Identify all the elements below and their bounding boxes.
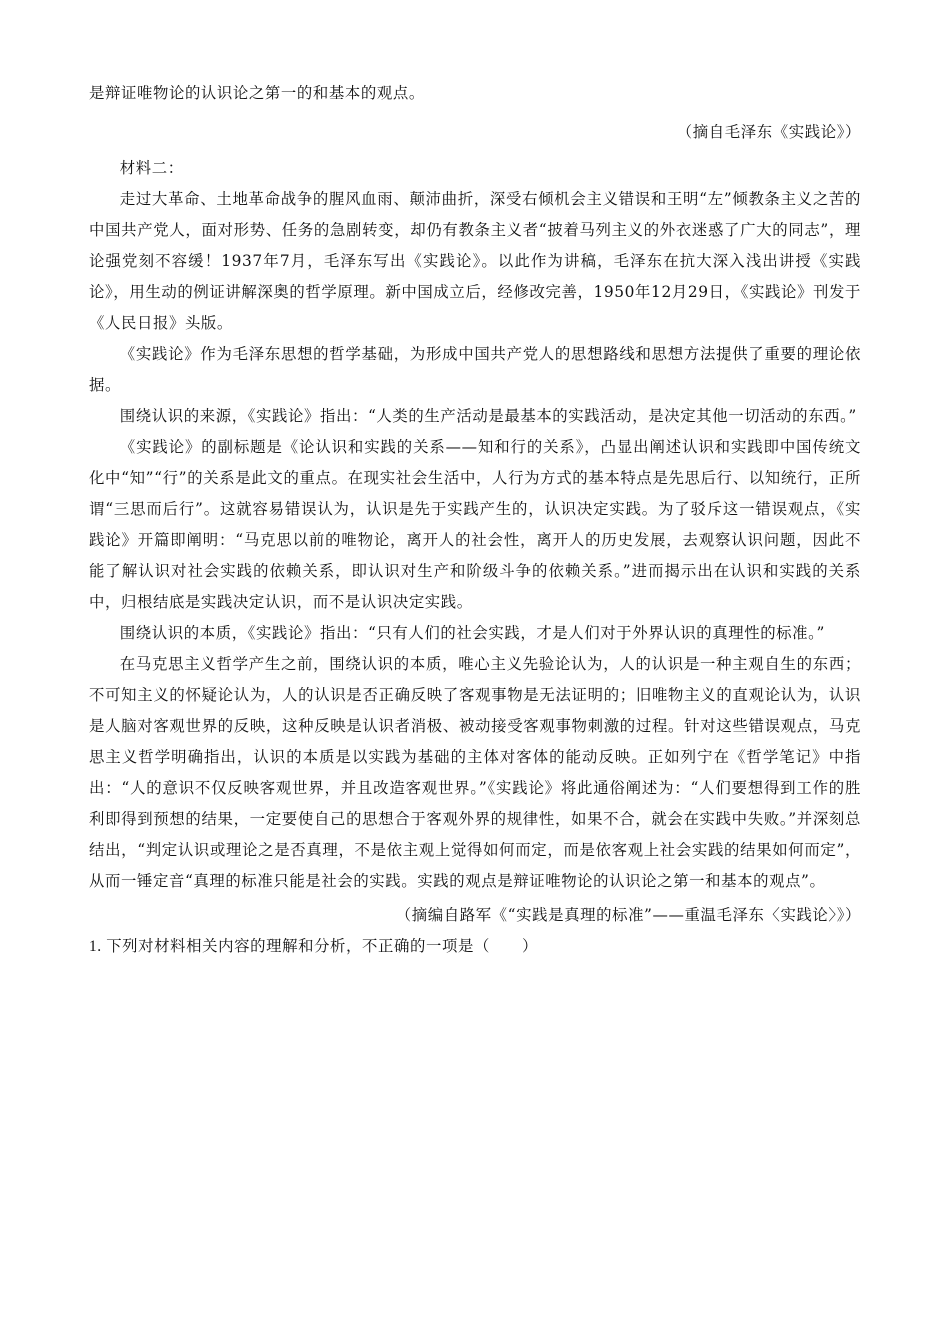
question-stem: 1. 下列对材料相关内容的理解和分析，不正确的一项是（ ） bbox=[89, 938, 538, 955]
material-two-heading: 材料二： bbox=[119, 159, 184, 177]
paragraph: 围绕认识的来源，《实践论》指出：“人类的生产活动是最基本的实践活动，是决定其他一切活动的东西。” bbox=[119, 407, 857, 425]
paragraph: 《实践论》作为毛泽东思想的哲学基础，为形成中国共产党人的思想路线和思想方法提供了重要的理论依据。 bbox=[89, 345, 861, 394]
paragraph: 在马克思主义哲学产生之前，围绕认识的本质，唯心主义先验论认为，人的认识是一种主观自生的东西；不可知主义的怀疑论认为，人的认识是否正确反映了客观事物是无法证明的；旧唯物主义的直观论认为，认识是人脑对客观世界的反映，这种反映是认识者消极、被动接受客观事物刺激的过程。针对这些错误观点，马克思主义哲学明确指出，认识的本质是以实践为基础的主体对客体的能动反映。正如列宁在《哲学笔记》中指出：“人的意识不仅反映客观世界，并且改造客观世界。”《实践论》将此通俗阐述为：“人们要想得到工作的胜利即得到预想的结果，一定要使自己的思想合于客观外界的规律性，如果不合，就会在实践中失败。”并深刻总结出，“判定认识或理论之是否真理，不是依主观上觉得如何而定，而是依客观上社会实践的结果如何而定”，从而一锤定音“真理的标准只能是社会的实践。实践的观点是辩证唯物论的认识论之第一和基本的观点”。 bbox=[89, 655, 861, 890]
document-page bbox=[89, 78, 861, 962]
source-citation-2: （摘编自路军《“实践是真理的标准”——重温毛泽东〈实践论〉》） bbox=[395, 906, 861, 924]
paragraph: 《实践论》的副标题是《论认识和实践的关系——知和行的关系》，凸显出阐述认识和实践即中国传统文化中“知”“行”的关系是此文的重点。在现实社会生活中，人行为方式的基本特点是先思后行、以知统行，正所谓“三思而后行”。这就容易错误认为，认识是先于实践产生的，认识决定实践。为了驳斥这一错误观点，《实践论》开篇即阐明：“马克思以前的唯物论，离开人的社会性，离开人的历史发展，去观察认识问题，因此不能了解认识对社会实践的依赖关系，即认识对生产和阶级斗争的依赖关系。”进而揭示出在认识和实践的关系中，归根结底是实践决定认识，而不是认识决定实践。 bbox=[89, 438, 861, 611]
source-citation-1: （摘自毛泽东《实践论》） bbox=[676, 123, 861, 141]
opening-line: 是辩证唯物论的认识论之第一的和基本的观点。 bbox=[89, 84, 425, 102]
paragraph: 围绕认识的本质，《实践论》指出：“只有人们的社会实践，才是人们对于外界认识的真理性的标准。” bbox=[119, 624, 825, 642]
paragraph: 走过大革命、土地革命战争的腥风血雨、颠沛曲折，深受右倾机会主义错误和王明“左”倾教条主义之苦的中国共产党人，面对形势、任务的急剧转变，却仍有教条主义者“披着马列主义的外衣迷惑了广大的同志”，理论强党刻不容缓！1937年7月，毛泽东写出《实践论》。以此作为讲稿，毛泽东在抗大深入浅出讲授《实践论》，用生动的例证讲解深奥的哲学原理。新中国成立后，经修改完善，1950年12月29日，《实践论》刊发于《人民日报》头版。 bbox=[89, 190, 861, 332]
